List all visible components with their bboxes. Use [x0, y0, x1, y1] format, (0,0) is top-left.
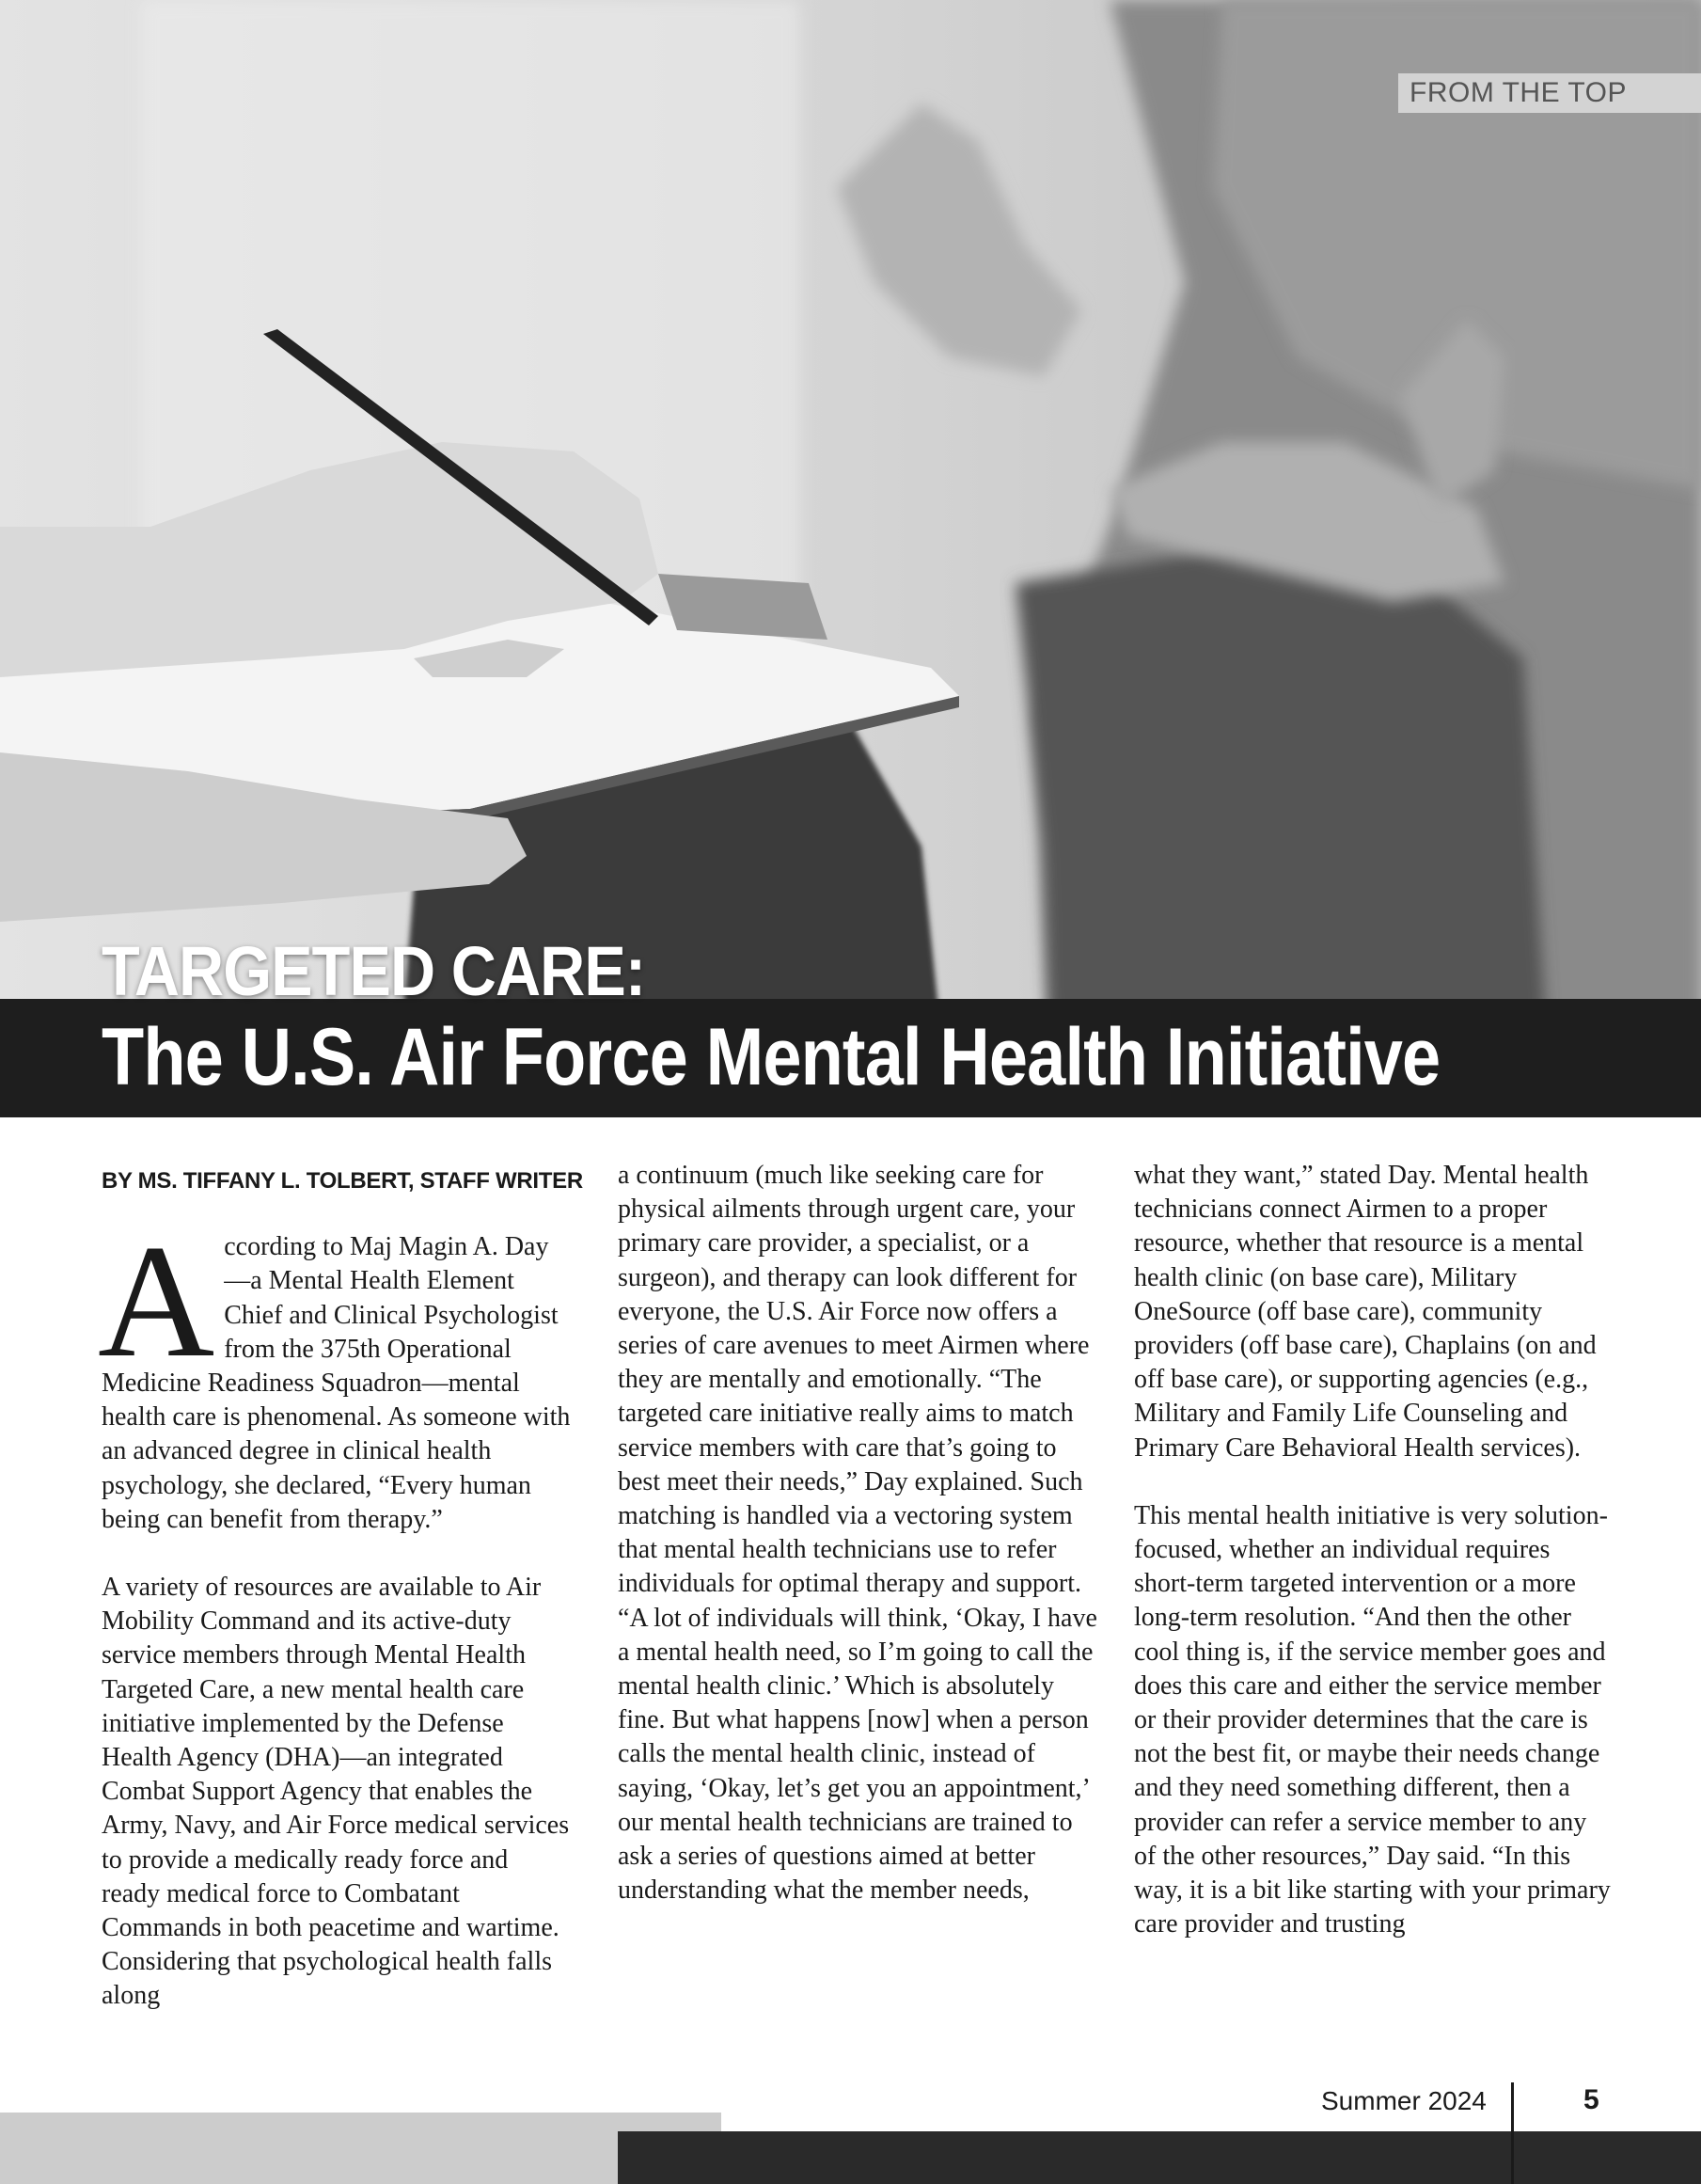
- section-tag: FROM THE TOP: [1398, 73, 1701, 113]
- article-title: TARGETED CARE:: [102, 932, 646, 1010]
- footer-divider: [1511, 2082, 1514, 2184]
- drop-cap: A: [98, 1212, 215, 1392]
- paragraph: A variety of resources are available to Air Mobility Command and its active-duty service members through Mental Health Targeted Care, a new mental health care initiative implemented by the Defense Health Agency (DHA)—an integrated Combat Support Agency that enables the Army, Navy, and Air Force medical services to provide a medically ready force and ready medical force to Combatant Commands in both peacetime and wartime. Considering that psychological health falls along: [102, 1573, 570, 2011]
- article-subtitle: The U.S. Air Force Mental Health Initiative: [102, 1012, 1441, 1102]
- paragraph-text: ccording to Maj Magin A. Day—a Mental Health Element Chief and Clinical Psychologist from the 375th Operational Medicine Readiness Squadron—mental health care is phenomenal. As someone with an advanced degree in clinical health psychology, she declared, “Every human being can benefit from therapy.”: [102, 1232, 571, 1534]
- paragraph: a continuum (much like seeking care for physical ailments through urgent care, your primary care provider, a specialist, or a surgeon), and therapy can look different for everyone, the U.S. Air Force now offers a series of care avenues to meet Airmen where they are mentally and emotionally. “The targeted care initiative really aims to match service members with care that’s going to best meet their needs,” Day explained. Such matching is handled via a vectoring system that mental health technicians use to refer individuals for optimal therapy and support. “A lot of individuals will think, ‘Okay, I have a mental health need, so I’m going to call the mental health clinic.’ Which is absolutely fine. But what happens [now] when a person calls the mental health clinic, instead of saying, ‘Okay, let’s get you an appointment,’ our mental health technicians are trained to ask a series of questions aimed at better understanding what the member needs,: [618, 1161, 1097, 1906]
- byline: BY MS. TIFFANY L. TOLBERT, STAFF WRITER: [102, 1168, 583, 1194]
- article-column-3: [1134, 1159, 1614, 1975]
- footer-gray-bar: [0, 2113, 721, 2184]
- paragraph: what they want,” stated Day. Mental health technicians connect Airmen to a proper resource, whether that resource is a mental health clinic (on base care), Military OneSource (off base care), community providers (off base care), Chaplains (on and off base care), or supporting agencies (e.g., Military and Family Life Counseling and Primary Care Behavioral Health services).: [1134, 1161, 1597, 1463]
- page-number: 5: [1583, 2084, 1599, 2115]
- footer-dark-bar: [618, 2131, 1701, 2184]
- paragraph: This mental health initiative is very solution-focused, whether an individual requires short-term targeted intervention or a more long-term resolution. “And then the other cool thing is, if the service member goes and does this care and either the service member or their provider determines that the care is not the best fit, or maybe their needs change and they need something different, then a provider can refer a service member to any of the other resources,” Day said. “In this way, it is a bit like starting with your primary care provider and trusting: [1134, 1500, 1611, 1939]
- issue-date: Summer 2024: [1321, 2086, 1487, 2115]
- article-column-1: [98, 1159, 583, 2048]
- article-column-2: [618, 1159, 1097, 1941]
- paragraph: [98, 1212, 572, 1537]
